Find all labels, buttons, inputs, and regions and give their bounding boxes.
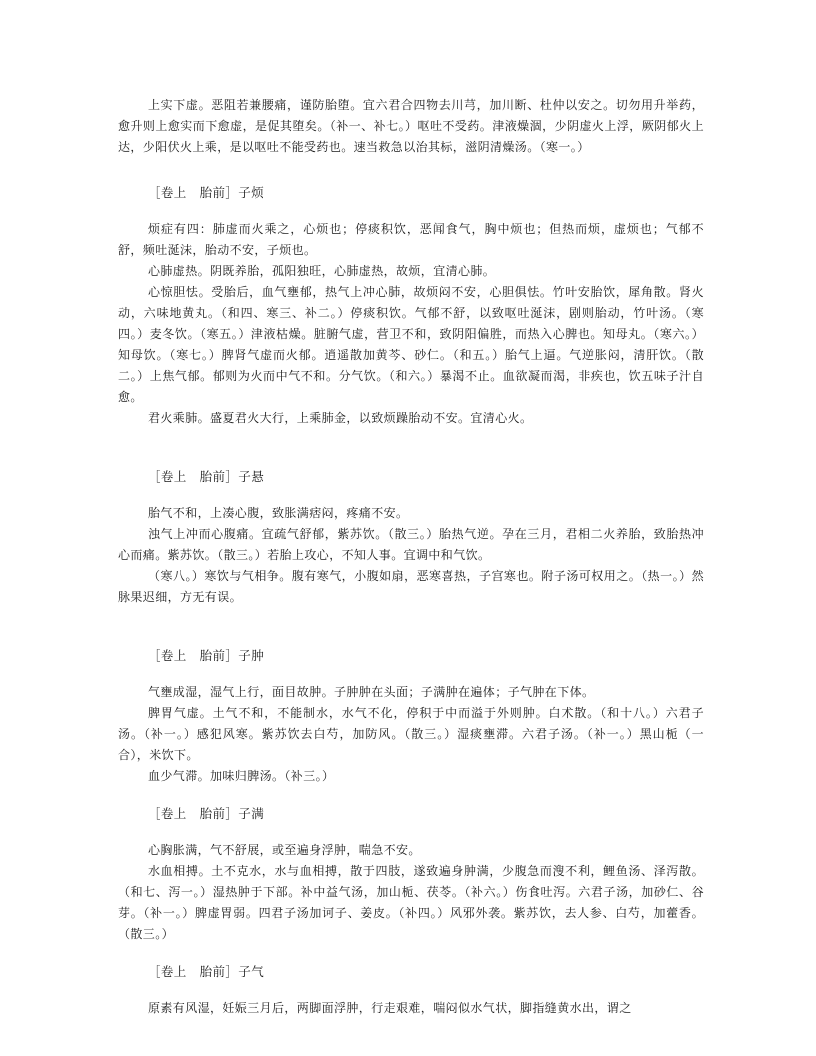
- paragraph: 原素有风湿，妊娠三月后，两脚面浮肿，行走艰难，喘闷似水气状，脚指缝黄水出，谓之: [148, 1001, 632, 1015]
- paragraph: 君火乘肺。盛夏君火大行，上乘肺金，以致烦躁胎动不安。宜清心火。: [148, 411, 533, 425]
- paragraph: 上实下虚。恶阻若兼腰痛，谨防胎堕。宜六君合四物去川芎，加川断、杜仲以安之。切勿用升举药，愈升则上愈实而下愈虚，是促其堕矣。（补一、补七。）呕吐不受药。津液燥涸，少阴虚火上浮，厥阴郁火上达，少阳伏火上乘，是以呕吐不能受药也。速当救急以治其标，滋阴清燥汤。（寒一。）: [118, 98, 704, 154]
- section-heading-zizhong: ［卷上 胎前］子肿: [148, 648, 265, 663]
- section-heading-zifan: ［卷上 胎前］子烦: [148, 185, 265, 200]
- paragraph: （寒八。）寒饮与气相争。腹有寒气，小腹如扇，恶寒喜热，子宫寒也。附子汤可权用之。（热一。）然脉果迟细，方无有误。: [118, 569, 704, 604]
- paragraph: 心惊胆怯。受胎后，血气壅郁，热气上冲心肺，故烦闷不安，心胆俱怯。竹叶安胎饮，犀角散。肾火动，六味地黄丸。（和四、寒三、补二。）停痰积饮。气郁不舒，以致呕吐涎沫，剧则胎动，竹叶汤。（寒四。）麦冬饮。（寒五。）津液枯燥。脏腑气虚，营卫不和，致阴阳偏胜，而热入心脾也。知母丸。（寒六。）知母饮。（寒七。）脾肾气虚而火郁。逍遥散加黄芩、砂仁。（和五。）胎气上逼。气逆胀闷，清肝饮。（散二。）上焦气郁。郁则为火而中气不和。分气饮。（和六。）暴渴不止。血欲凝而渴，非疾也，饮五味子汁自愈。: [118, 285, 704, 404]
- paragraph: 心胸胀满，气不舒展，或至遍身浮肿，喘急不安。: [148, 843, 421, 857]
- section-heading-zixuan: ［卷上 胎前］子悬: [148, 469, 265, 484]
- section-heading-ziqi: ［卷上 胎前］子气: [148, 964, 265, 979]
- document-page: [118, 95, 704, 1019]
- paragraph: 浊气上冲而心腹痛。宜疏气舒郁，紫苏饮。（散三。）胎热气逆。孕在三月，君相二火养胎，致胎热冲心而痛。紫苏饮。（散三。）若胎上攻心，不知人事。宜调中和气饮。: [118, 527, 704, 562]
- paragraph: 心肺虚热。阴既养胎，孤阳独旺，心肺虚热，故烦，宜清心肺。: [148, 264, 496, 278]
- paragraph: 胎气不和，上凑心腹，致胀满痞闷，疼痛不安。: [148, 506, 409, 520]
- paragraph: 血少气滞。加味归脾汤。（补三。）: [148, 769, 335, 783]
- paragraph: 烦症有四：肺虚而火乘之，心烦也；停痰积饮，恶闻食气，胸中烦也；但热而烦，虚烦也；气郁不舒，频吐涎沫，胎动不安，子烦也。: [118, 222, 704, 257]
- paragraph: 水血相搏。土不克水，水与血相搏，散于四肢，遂致遍身肿满，少腹急而溲不利，鲤鱼汤、泽泻散。（和七、泻一。）湿热肿于下部。补中益气汤，加山栀、茯苓。（补六。）伤食吐泻。六君子汤，加砂仁、谷芽。（补一。）脾虚胃弱。四君子汤加诃子、姜皮。（补四。）风邪外袭。紫苏饮，去人参、白芍，加藿香。（散三。）: [118, 864, 704, 941]
- section-heading-ziman: ［卷上 胎前］子满: [148, 806, 265, 821]
- paragraph: 气壅成湿，湿气上行，面目故肿。子肿肿在头面；子满肿在遍体；子气肿在下体。: [148, 685, 595, 699]
- paragraph: 脾胃气虚。土气不和，不能制水，水气不化，停积于中而溢于外则肿。白术散。（和十八。）六君子汤。（补一。）感犯风寒。紫苏饮去白芍，加防风。（散三。）湿痰壅滞。六君子汤。（补一。）黑山栀（一合），米饮下。: [118, 706, 704, 762]
